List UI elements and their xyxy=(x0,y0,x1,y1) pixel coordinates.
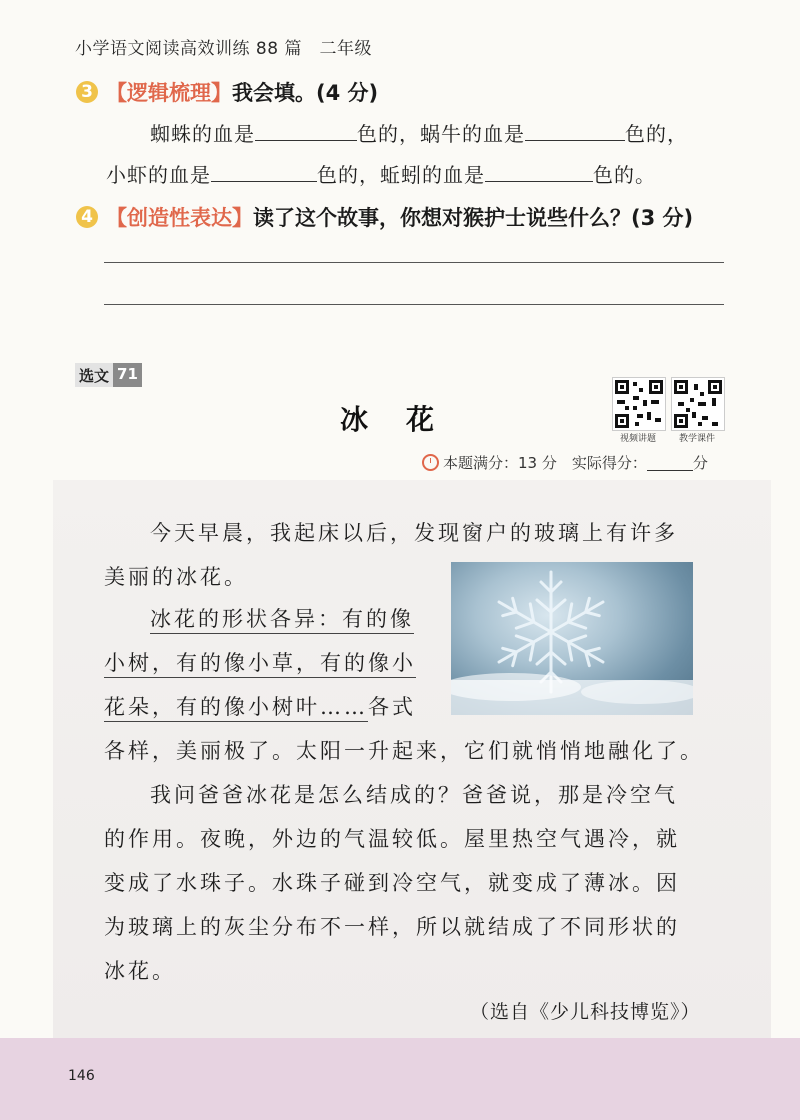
underlined-text: 冰花的形状各异：有的像 xyxy=(150,607,414,634)
fill-line-1 xyxy=(150,118,688,147)
question-3 xyxy=(76,77,378,107)
question-number-badge: 4 xyxy=(76,206,98,228)
qr-code-icon[interactable] xyxy=(612,377,666,431)
answer-line[interactable] xyxy=(104,304,724,305)
answer-line[interactable] xyxy=(104,262,724,263)
answer-blank[interactable] xyxy=(485,161,593,182)
section-label xyxy=(75,363,142,387)
fill-text: 小虾的血是 xyxy=(106,163,211,187)
footer-band xyxy=(0,1038,800,1120)
score-line xyxy=(422,452,708,473)
page-number: 146 xyxy=(68,1068,95,1084)
book-header: 小学语文阅读高效训练 88 篇 二年级 xyxy=(75,39,372,59)
paragraph-line xyxy=(104,691,416,721)
question-prompt: 读了这个故事，你想对猴护士说些什么？(3 分) xyxy=(253,206,694,230)
qr-code-icon[interactable] xyxy=(671,377,725,431)
fill-text: 色的，蚯蚓的血是 xyxy=(317,163,485,187)
paragraph-line: 各样，美丽极了。太阳一升起来，它们就悄悄地融化了。 xyxy=(104,739,704,763)
answer-blank[interactable] xyxy=(255,120,357,141)
qr-caption: 教学课件 xyxy=(678,434,715,444)
question-number-badge: 3 xyxy=(76,81,98,103)
qr-caption: 视频讲题 xyxy=(619,434,656,444)
plain-text: 各式 xyxy=(368,695,416,719)
fill-text: 色的， xyxy=(625,122,688,146)
paragraph-line: 的作用。夜晚，外边的气温较低。屋里热空气遇冷，就 xyxy=(104,827,680,851)
underlined-text: 花朵，有的像小树叶…… xyxy=(104,695,368,722)
paragraph-line: 为玻璃上的灰尘分布不一样，所以就结成了不同形状的 xyxy=(104,915,680,939)
fill-text: 色的。 xyxy=(593,163,656,187)
paragraph-line: 冰花。 xyxy=(104,959,176,983)
paragraph-line: 变成了水珠子。水珠子碰到冷空气，就变成了薄冰。因 xyxy=(104,871,680,895)
answer-blank[interactable] xyxy=(211,161,317,182)
score-text: 本题满分：13 分 实际得分： xyxy=(443,454,647,472)
paragraph-line: 美丽的冰花。 xyxy=(104,565,248,589)
score-unit: 分 xyxy=(692,454,708,472)
question-prompt: 我会填。(4 分) xyxy=(232,81,379,105)
question-tag: 【逻辑梳理】 xyxy=(106,81,232,105)
paragraph-line: 今天早晨，我起床以后，发现窗户的玻璃上有许多 xyxy=(150,521,678,545)
snowflake-image xyxy=(451,562,693,715)
underlined-text: 小树，有的像小草，有的像小 xyxy=(104,651,416,678)
fill-line-2 xyxy=(106,159,656,188)
section-label-text: 选文 xyxy=(75,363,113,387)
paragraph-line xyxy=(104,647,416,677)
fill-text: 蜘蛛的血是 xyxy=(150,122,255,146)
question-4 xyxy=(76,202,693,232)
answer-blank[interactable] xyxy=(525,120,625,141)
paragraph-line: 我问爸爸冰花是怎么结成的？爸爸说，那是冷空气 xyxy=(150,783,678,807)
article-title: 冰花 xyxy=(340,403,473,436)
fill-text: 色的，蜗牛的血是 xyxy=(357,122,525,146)
clock-icon xyxy=(422,454,439,471)
score-blank[interactable] xyxy=(647,454,693,471)
source-citation: （选自《少儿科技博览》） xyxy=(470,1001,701,1023)
paragraph-line xyxy=(150,603,414,633)
section-number: 71 xyxy=(113,363,142,387)
question-tag: 【创造性表达】 xyxy=(106,206,253,230)
